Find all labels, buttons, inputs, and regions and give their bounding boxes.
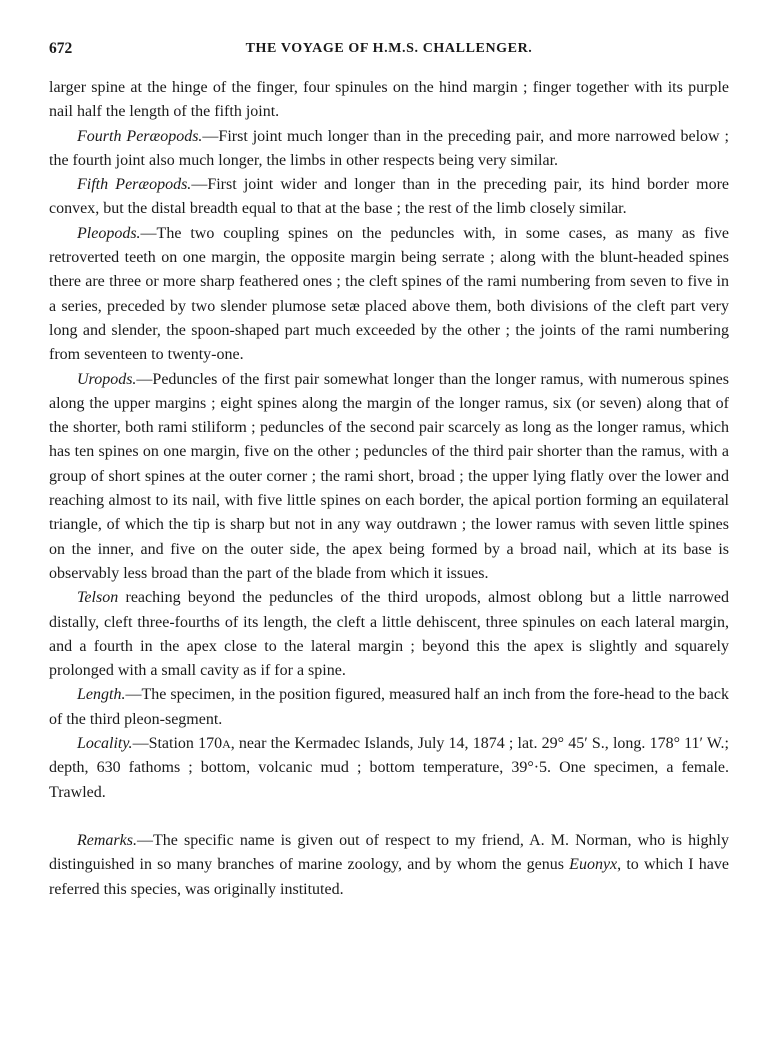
uropods-text: —Peduncles of the first pair somewhat longer than the longer ramus, with numerous spines along the upper margins ; eight spines along the margin of the longer ramus, six (or seven) along that of the shorter, both rami stiliform ; peduncles of the second pair scarcely as long as the longer ramus, which has ten spines on one margin, five on the other ; peduncles of the third pair shorter than the ramus, with a group of short spines at the outer corner ; the rami short, broad ; the upper lying flatly over the lower and reaching almost to its nail, with five little spines on each border, the apical portion forming an equilateral triangle, of which the tip is sharp but not in any way outdrawn ; the lower ramus with seven little spines on the inner, and five on the outer side, the apex being formed by a broad nail, which at its base is observably less broad than the part of the blade from which it issues. [49, 370, 729, 582]
page-header [49, 40, 729, 66]
pleopods-heading: Pleopods. [77, 224, 141, 242]
remarks-text-before: —The specific name is given out of respect to my friend, A. M. Norman, who is highly distinguished in so many branches of marine zoology, and by whom the genus [49, 831, 729, 874]
remarks-text-after: , to which I have referred this species, was originally instituted. [49, 856, 730, 898]
pleopods-text: —The two coupling spines on the peduncles with, in some cases, as many as five retroverted teeth on one margin, the opposite margin being serrate ; along with the blunt-headed spines there are three or more sharp feathered ones ; the cleft spines of the rami numbering from seven to five in a series, preceded by two slender plumose setæ placed above them, both divisions of the cleft part very long and slender, the spoon-shaped part much exceeded by the other ; the joints of the rami numbering from seventeen to twenty-one. [49, 224, 729, 364]
fifth-pereopods-text: —First joint wider and longer than in the preceding pair, its hind border more convex, but the distal breadth equal to that at the base ; the rest of the limb closely similar. [49, 176, 729, 218]
fourth-pereopods-heading: Fourth Peræopods. [77, 127, 203, 145]
fourth-pereopods-paragraph [49, 125, 729, 174]
pleopods-paragraph [49, 222, 729, 368]
length-paragraph [49, 683, 729, 732]
fifth-pereopods-paragraph [49, 173, 729, 222]
length-heading: Length. [77, 686, 126, 704]
uropods-heading: Uropods. [77, 370, 137, 388]
remarks-heading: Remarks. [77, 831, 137, 849]
telson-heading: Telson [77, 589, 119, 607]
length-text: —The specimen, in the position figured, measured half an inch from the fore-head to the back of the third pleon-segment. [49, 686, 729, 728]
continuation-paragraph [49, 76, 729, 125]
telson-text: reaching beyond the peduncles of the third uropods, almost oblong but a little narrowed distally, cleft three-fourths of its length, the cleft a little dehiscent, three spinules on each lateral margin, and a fourth in the apex close to the lateral margin ; beyond this the apex is slightly and squarely prolonged with a small cavity as if for a spine. [49, 589, 729, 680]
telson-paragraph [49, 586, 729, 683]
page-number: 672 [49, 40, 73, 57]
locality-heading: Locality. [77, 735, 133, 753]
running-head: THE VOYAGE OF H.M.S. CHALLENGER. [245, 41, 533, 56]
uropods-paragraph [49, 368, 729, 587]
locality-paragraph [49, 732, 729, 805]
continuation-text: larger spine at the hinge of the finger, four spinules on the hind margin ; finger together with its purple nail half the length of the fifth joint. [49, 79, 729, 121]
fourth-pereopods-text: —First joint much longer than in the preceding pair, and more narrowed below ; the fourth joint also much longer, the limbs in other respects being very similar. [49, 127, 729, 169]
locality-text-before: —Station 170 [132, 735, 223, 753]
genus-name: Euonyx [569, 856, 618, 874]
remarks-paragraph [49, 829, 729, 902]
fifth-pereopods-heading: Fifth Peræopods. [77, 176, 192, 194]
body-text [49, 76, 729, 902]
station-suffix: A [222, 737, 231, 752]
page [49, 40, 729, 902]
locality-text-after: , near the Kermadec Islands, July 14, 1874 ; lat. 29° 45′ S., long. 178° 11′ W.; depth, 630 fathoms ; bottom, volcanic mud ; bottom temperature, 39°·5. One specimen, a female. Trawled. [49, 735, 729, 801]
